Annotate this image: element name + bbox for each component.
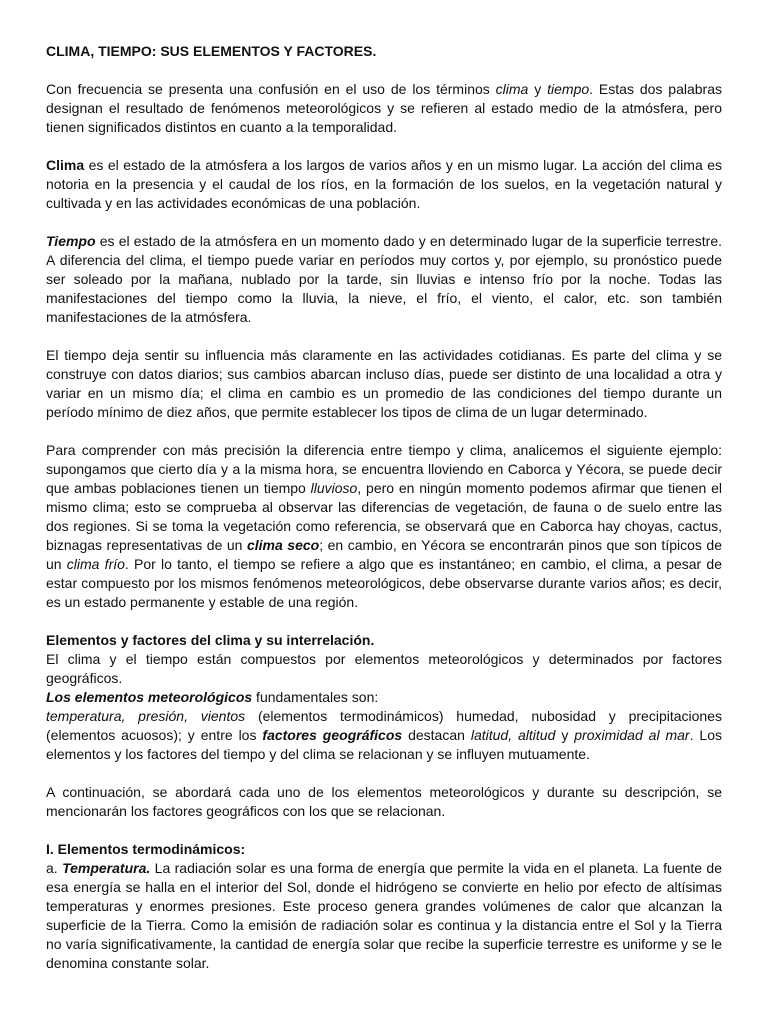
- text-span: . Por lo tanto, el tiempo se refiere a algo que es instantáneo; en cambio, el clima, a pesar de estar compuesto por los mismos fenómenos meteorológicos, debe observarse durante varios años; es decir, es un estado permanente y estable de una región.: [46, 556, 722, 610]
- text-span: destacan: [402, 727, 471, 743]
- bold-italic-term: Temperatura.: [62, 860, 151, 876]
- section-heading-elementos: Elementos y factores del clima y su interrelación.: [46, 632, 375, 648]
- italic-term: latitud, altitud: [470, 727, 556, 743]
- text-span: . Los elementos y los factores del tiempo y del clima se relacionan y se influyen mutuamente.: [46, 727, 722, 762]
- bold-italic-term: Los elementos meteorológicos: [46, 689, 253, 705]
- text-span: Para comprender con más precisión la diferencia entre tiempo y clima, analicemos el siguiente ejemplo: supongamos que cierto día y a la misma hora, se encuentra lloviendo en Caborca y Yécora, se puede decir que ambas poblaciones tienen un tiempo: [46, 442, 722, 496]
- paragraph-influencia: El tiempo deja sentir su influencia más claramente en las actividades cotidianas. Es parte del clima y se construye con datos diarios; sus cambios abarcan incluso días, puede ser distinto de una localidad a otra y variar en un mismo día; el clima en cambio es un promedio de las condiciones del tiempo durante un período mínimo de diez años, que permite establecer los tipos de clima de un lugar determinado.: [46, 347, 722, 420]
- bold-italic-term: factores geográficos: [262, 727, 403, 743]
- text-span: (elementos termodinámicos) humedad, nubosidad y precipitaciones (elementos acuosos); y entre los: [46, 708, 722, 743]
- text-span: ; en cambio, en Yécora se encontrarán pinos que son típicos de un: [46, 537, 722, 572]
- document-title: CLIMA, TIEMPO: SUS ELEMENTOS Y FACTORES.: [46, 43, 377, 59]
- paragraph-intro: [46, 80, 722, 137]
- text-span: a.: [46, 860, 63, 876]
- text-span: Con frecuencia se presenta una confusión en el uso de los términos: [46, 81, 496, 97]
- paragraph-elementos-line1: El clima y el tiempo están compuestos por elementos meteorológicos y determinados por factores geográficos.: [46, 651, 722, 686]
- text-span: fundamentales son:: [252, 689, 379, 705]
- italic-term: lluvioso: [310, 480, 358, 496]
- paragraph-elementos-list: [46, 707, 722, 764]
- paragraph-clima: [46, 156, 722, 213]
- paragraph-temperatura: [46, 859, 722, 973]
- paragraph-continuacion: A continuación, se abordará cada uno de los elementos meteorológicos y durante su descripción, se mencionarán los factores geográficos con los que se relacionan.: [46, 784, 722, 819]
- italic-term: proximidad al mar: [574, 727, 690, 743]
- bold-term: Clima: [46, 157, 85, 173]
- italic-term: temperatura, presión, vientos: [46, 708, 246, 724]
- paragraph-tiempo: [46, 232, 722, 327]
- text-span: es el estado de la atmósfera a los largos de varios años y en un mismo lugar. La acción del clima es notoria en la presencia y el caudal de los ríos, en la formación de los suelos, en la vegetación natural y cultivada y en las actividades económicas de una población.: [46, 157, 722, 211]
- bold-italic-term: Tiempo: [46, 233, 96, 249]
- text-span: y: [555, 727, 575, 743]
- paragraph-ejemplo: [46, 441, 722, 612]
- italic-term: clima: [495, 81, 529, 97]
- text-span: es el estado de la atmósfera en un momento dado y en determinado lugar de la superficie terrestre. A diferencia del clima, el tiempo puede variar en períodos muy cortos y, por ejemplo, su pronóstico puede ser soleado por la mañana, nublado por la tarde, sin lluvias e intenso frío por la noche. Todas las manifestaciones del tiempo como la lluvia, la nieve, el frío, el viento, el calor, etc. son también manifestaciones de la atmósfera.: [46, 233, 722, 325]
- italic-term: tiempo: [547, 81, 590, 97]
- bold-italic-term: clima seco: [246, 537, 320, 553]
- text-span: . Estas dos palabras designan el resultado de fenómenos meteorológicos y se refieren al estado medio de la atmósfera, pero tienen significados distintos en cuanto a la temporalidad.: [46, 81, 722, 135]
- italic-term: clima frío: [66, 556, 125, 572]
- text-span: La radiación solar es una forma de energía que permite la vida en el planeta. La fuente de esa energía se halla en el interior del Sol, donde el hidrógeno se convierte en helio por efecto de altísimas temperaturas y enormes presiones. Este proceso genera grandes volúmenes de calor que alcanzan la superficie de la Tierra. Como la emisión de radiación solar es continua y la distancia entre el Sol y la Tierra no varía significativamente, la cantidad de energía solar que recibe la superficie terrestre es uniforme y se le denomina constante solar.: [46, 860, 722, 971]
- text-span: y: [528, 81, 548, 97]
- text-span: , pero en ningún momento podemos afirmar que tienen el mismo clima; esto se comprueba al observar las diferencias de vegetación, de fauna o de suelo entre las dos regiones. Si se toma la vegetación como referencia, se observará que en Caborca hay choyas, cactus, biznagas representativas de un: [46, 480, 722, 553]
- section-heading-termodinamicos: I. Elementos termodinámicos:: [46, 841, 246, 857]
- paragraph-elementos-line2: [46, 688, 722, 707]
